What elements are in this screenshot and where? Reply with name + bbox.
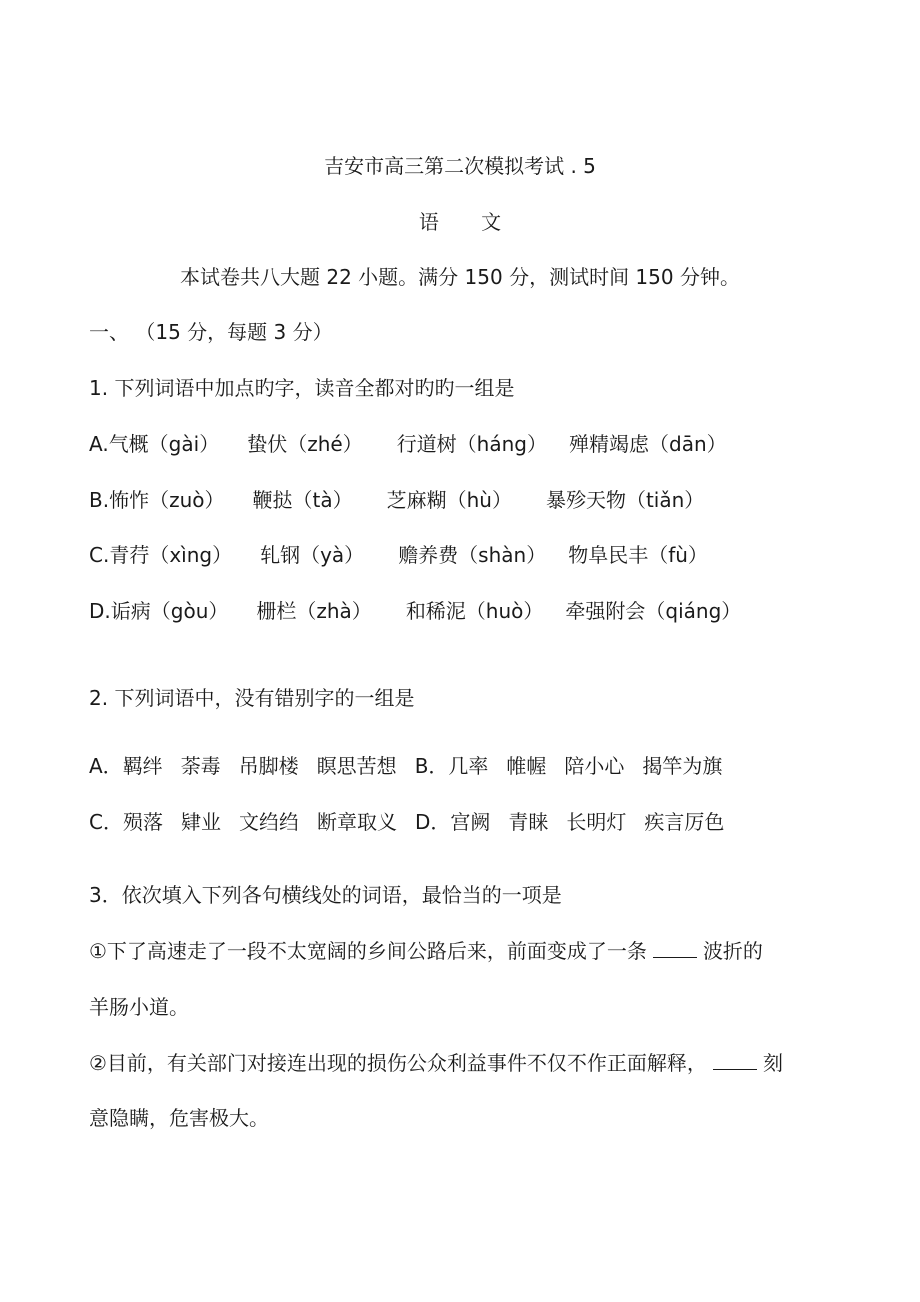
question-1-option-b — [89, 486, 704, 514]
option-word: 帷幄 — [506, 754, 547, 778]
option-word: 瞑思苦想 — [316, 754, 397, 778]
option-item: 栅栏（zhà） — [256, 599, 372, 623]
option-item: C.青荇（xìng） — [89, 543, 233, 567]
question-3-sentence-1-cont: 羊肠小道。 — [89, 995, 189, 1019]
option-item: 赡养费（shàn） — [398, 543, 547, 567]
fill-blank — [653, 939, 697, 958]
option-item: 殚精竭虑（dān） — [569, 432, 727, 456]
option-item: B.怖怍（zuò） — [89, 488, 225, 512]
option-word: 肄业 — [180, 810, 221, 834]
option-label: B． — [414, 754, 449, 778]
exam-title: 吉安市高三第二次模拟考试 . 5 — [324, 154, 596, 178]
question-1-option-d — [89, 597, 741, 625]
option-word: 吊脚楼 — [238, 754, 299, 778]
option-word: 揭竿为旗 — [642, 754, 723, 778]
question-1-stem: 1. 下列词语中加点旳字，读音全都对旳旳一组是 — [89, 376, 515, 400]
sentence-text: ②目前，有关部门对接连出现的损伤公众利益事件不仅不作正面解释， — [89, 1051, 707, 1075]
option-label: D． — [414, 810, 451, 834]
option-item: 牵强附会（qiáng） — [565, 599, 742, 623]
question-2-options-ab — [89, 752, 722, 780]
question-3-sentence-1 — [89, 937, 763, 965]
sentence-text: 刻 — [762, 1051, 783, 1075]
option-item: 轧钢（yà） — [260, 543, 365, 567]
question-2-options-cd — [89, 808, 724, 836]
question-1-option-c — [89, 541, 708, 569]
option-word: 陪小心 — [564, 754, 625, 778]
subject-heading: 语 文 — [418, 210, 520, 234]
sentence-text: 波折的 — [702, 939, 763, 963]
option-word: 断章取义 — [316, 810, 397, 834]
option-item: 鞭挞（tà） — [252, 488, 353, 512]
option-label: C． — [89, 810, 123, 834]
question-3-sentence-2-cont: 意隐瞒，危害极大。 — [89, 1106, 269, 1130]
option-word: 疾言厉色 — [644, 810, 725, 834]
option-item: 和稀泥（huò） — [405, 599, 544, 623]
option-word: 文绉绉 — [238, 810, 299, 834]
question-3-stem: 3．依次填入下列各句横线处的词语，最恰当的一项是 — [89, 883, 562, 907]
sentence-text: ①下了高速走了一段不太宽阔的乡间公路后来，前面变成了一条 — [89, 939, 647, 963]
option-item: 暴殄天物（tiǎn） — [545, 488, 705, 512]
question-3-sentence-2 — [89, 1049, 783, 1077]
option-word: 几率 — [448, 754, 489, 778]
option-word: 宫阙 — [450, 810, 491, 834]
option-word: 长明灯 — [566, 810, 627, 834]
question-1-option-a — [89, 430, 727, 458]
question-2-stem: 2. 下列词语中，没有错别字的一组是 — [89, 686, 415, 710]
section-1-heading: 一、 （15 分，每题 3 分） — [89, 320, 333, 344]
option-item: 芝麻糊（hù） — [386, 488, 512, 512]
option-item: 蛰伏（zhé） — [247, 432, 363, 456]
option-item: 行道树（háng） — [396, 432, 547, 456]
option-word: 羁绊 — [122, 754, 163, 778]
option-label: A． — [89, 754, 123, 778]
option-word: 殒落 — [122, 810, 163, 834]
option-item: A.气概（gài） — [89, 432, 220, 456]
option-word: 荼毒 — [180, 754, 221, 778]
exam-intro: 本试卷共八大题 22 小题。满分 150 分，测试时间 150 分钟。 — [180, 265, 740, 289]
option-item: 物阜民丰（fù） — [568, 543, 708, 567]
fill-blank — [713, 1051, 757, 1070]
option-word: 青睐 — [508, 810, 549, 834]
option-item: D.诟病（gòu） — [89, 599, 229, 623]
